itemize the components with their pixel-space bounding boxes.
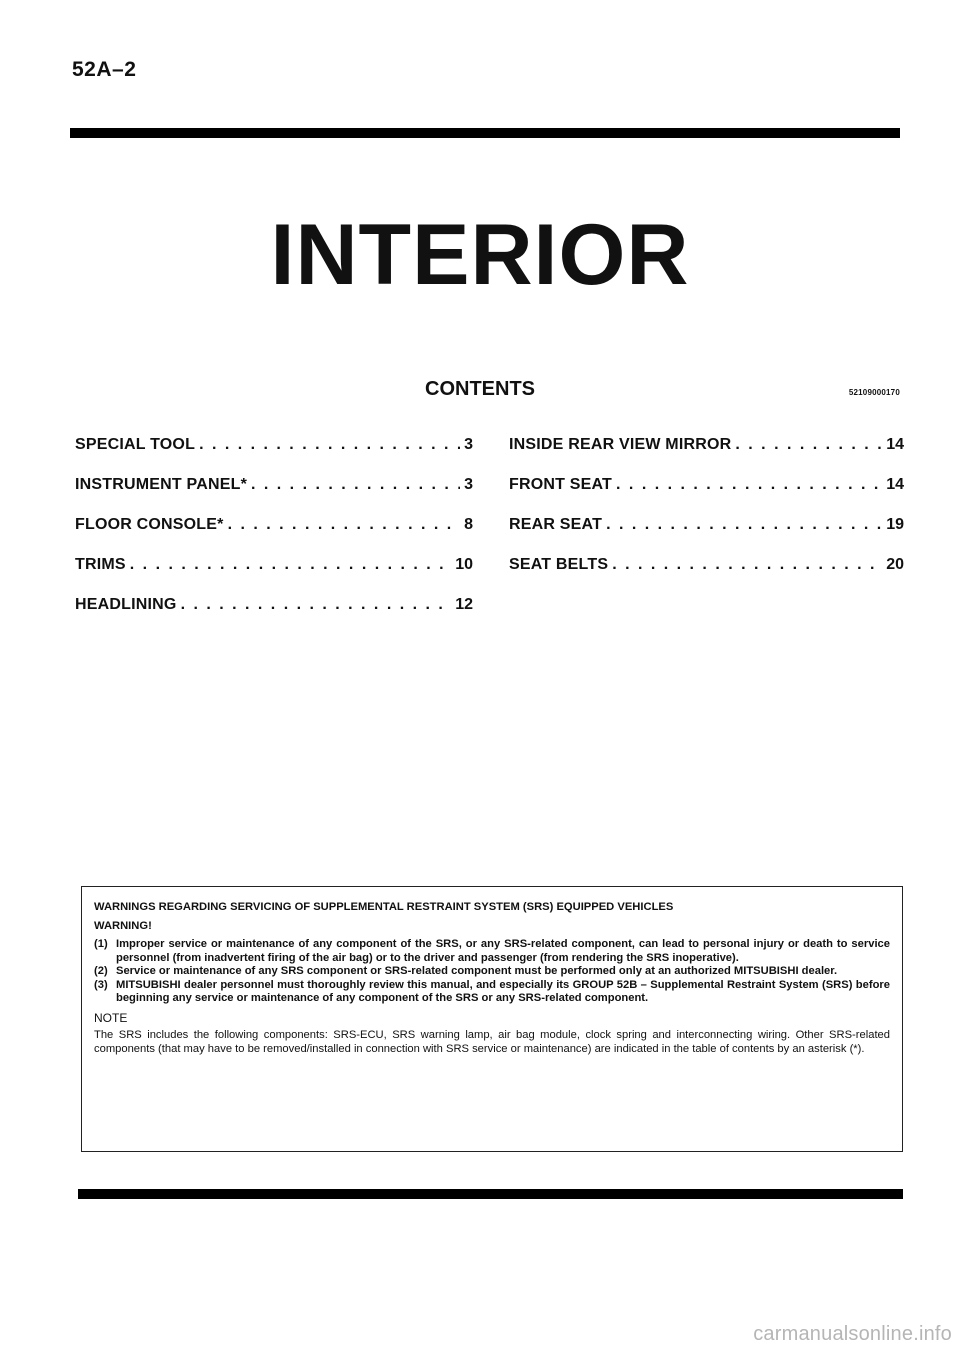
- warning-item-text: Improper service or maintenance of any component of the SRS, or any SRS-related component, can lead to personal injury or death to service personnel (from inadvertent firing of the air bag) or to the driver and passenger (from rendering the SRS inoperative).: [116, 938, 890, 964]
- toc-entry-page: 3: [464, 436, 473, 453]
- toc-entry[interactable]: [509, 556, 904, 596]
- warning-item-text: Service or maintenance of any SRS component or SRS-related component must be performed only at an authorized MITSUBISHI dealer.: [116, 965, 838, 977]
- toc-dot-leader: [199, 436, 460, 454]
- toc-dot-leader: [606, 516, 882, 534]
- toc-entry-page: 8: [464, 516, 473, 533]
- warning-item-number: (1): [94, 938, 108, 950]
- toc-entry[interactable]: [75, 556, 473, 596]
- toc-entry-page: 14: [886, 436, 904, 453]
- toc-entry[interactable]: [75, 476, 473, 516]
- warning-item: [94, 938, 890, 965]
- toc-entry-page: 14: [886, 476, 904, 493]
- toc-dot-leader: [616, 476, 882, 494]
- toc-entry-title: FRONT SEAT: [509, 476, 613, 493]
- toc-entry[interactable]: [75, 436, 473, 476]
- toc-right-column: [509, 436, 904, 596]
- toc-entry[interactable]: [509, 436, 904, 476]
- toc-entry-page: 20: [886, 556, 904, 573]
- toc-entry[interactable]: [75, 596, 473, 636]
- toc-dot-leader: [735, 436, 882, 454]
- warning-item: [94, 965, 890, 979]
- watermark: carmanualsonline.info: [753, 1323, 952, 1345]
- document-code: 52109000170: [848, 388, 900, 397]
- toc-entry-title: TRIMS: [75, 556, 126, 573]
- srs-warning-box: [81, 886, 903, 1152]
- bottom-rule: [78, 1189, 903, 1199]
- toc-entry-page: 3: [464, 476, 473, 493]
- top-rule: [70, 128, 900, 138]
- toc-entry-title: FLOOR CONSOLE*: [75, 516, 224, 533]
- toc-entry[interactable]: [75, 516, 473, 556]
- toc-entry-page: 12: [455, 596, 473, 613]
- warning-item-number: (3): [94, 978, 108, 991]
- toc-dot-leader: [612, 556, 882, 574]
- toc-entry-page: 10: [455, 556, 473, 573]
- warning-item-text: MITSUBISHI dealer personnel must thoroughly review this manual, and especially its GROUP 52B – Supplemental Restraint System (SRS) before beginning any service or maintenance of any component of the SRS or any SRS-related component.: [116, 978, 890, 1004]
- toc-dot-leader: [228, 516, 461, 534]
- note-text: The SRS includes the following components: SRS-ECU, SRS warning lamp, air bag module, clock spring and interconnecting wiring. Other SRS-related components (that may have to be removed/installed in connection with SRS service or maintenance) are indicated in the table of contents by an asterisk (*).: [94, 1029, 890, 1055]
- toc-entry[interactable]: [509, 516, 904, 556]
- toc-entry-title: SEAT BELTS: [509, 556, 609, 573]
- note-label: NOTE: [94, 1010, 128, 1025]
- page-title: INTERIOR: [270, 207, 690, 303]
- page-number: 52A–2: [72, 58, 137, 81]
- toc-entry-title: REAR SEAT: [509, 516, 603, 533]
- warning-item: [94, 979, 890, 1006]
- toc-entry-title: INSTRUMENT PANEL*: [75, 476, 247, 493]
- toc-dot-leader: [181, 596, 452, 614]
- toc-entry[interactable]: [509, 476, 904, 516]
- warning-label: WARNING!: [94, 919, 152, 932]
- toc-entry-title: HEADLINING: [75, 596, 177, 613]
- toc-left-column: [75, 436, 473, 636]
- warning-heading: WARNINGS REGARDING SERVICING OF SUPPLEMENTAL RESTRAINT SYSTEM (SRS) EQUIPPED VEHICLES: [94, 901, 674, 913]
- contents-heading: CONTENTS: [425, 378, 535, 400]
- toc-entry-title: SPECIAL TOOL: [75, 436, 196, 453]
- toc-entry-title: INSIDE REAR VIEW MIRROR: [509, 436, 732, 453]
- toc-entry-page: 19: [886, 516, 904, 533]
- toc-dot-leader: [130, 556, 451, 574]
- warning-item-number: (2): [94, 965, 108, 977]
- toc-dot-leader: [251, 476, 460, 494]
